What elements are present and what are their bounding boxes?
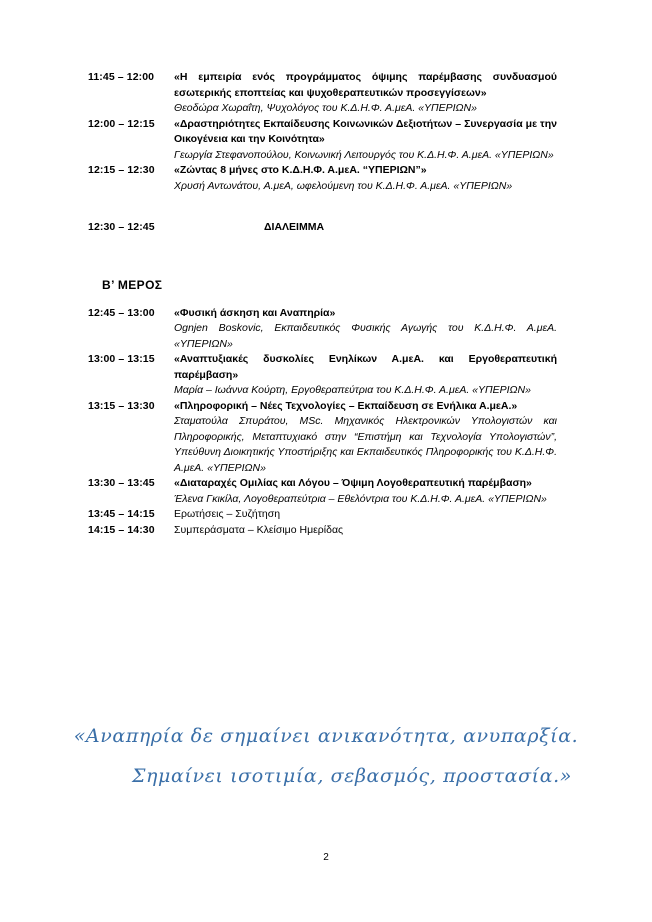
row-title: «Αναπτυξιακές δυσκολίες Ενηλίκων Α.μεΑ. και Εργοθεραπευτική παρέμβαση» bbox=[174, 353, 557, 381]
schedule-row bbox=[88, 163, 557, 194]
row-time: 11:45 – 12:00 bbox=[88, 71, 155, 83]
schedule-row bbox=[88, 523, 557, 539]
row-body bbox=[174, 352, 557, 399]
row-time: 13:00 – 13:15 bbox=[88, 353, 155, 365]
row-title: «Η εμπειρία ενός προγράμματος όψιμης παρέμβασης συνδυασμού εσωτερικής εποπτείας και ψυχοθεραπευτικών προσεγγίσεων» bbox=[174, 71, 557, 99]
part-a-schedule bbox=[88, 70, 557, 194]
row-body bbox=[174, 399, 557, 477]
spacer bbox=[88, 194, 557, 220]
schedule-row bbox=[88, 399, 557, 477]
row-time: 12:45 – 13:00 bbox=[88, 306, 155, 319]
row-time: 13:45 – 14:15 bbox=[88, 508, 155, 520]
row-body bbox=[174, 70, 557, 117]
row-body bbox=[174, 523, 557, 539]
break-row bbox=[88, 220, 557, 236]
row-body bbox=[174, 163, 557, 194]
schedule-row bbox=[88, 352, 557, 399]
row-speaker: Χρυσή Αντωνάτου, Α.μεΑ, ωφελούμενη του Κ.Δ.Η.Φ. Α.μεΑ. «ΥΠΕΡΙΩΝ» bbox=[174, 179, 513, 192]
row-speaker: Γεωργία Στεφανοπούλου, Κοινωνική Λειτουργός του Κ.Δ.Η.Φ. Α.μεΑ. «ΥΠΕΡΙΩΝ» bbox=[174, 148, 554, 161]
row-body bbox=[174, 306, 557, 353]
row-title: «Δραστηριότητες Εκπαίδευσης Κοινωνικών Δεξιοτήτων – Συνεργασία με την Οικογένεια και την Κοινότητα» bbox=[174, 117, 557, 145]
row-time: 12:15 – 12:30 bbox=[88, 164, 155, 176]
page-number: 2 bbox=[323, 852, 329, 863]
spacer bbox=[88, 236, 557, 278]
part-b-schedule bbox=[88, 306, 557, 539]
schedule-row bbox=[88, 476, 557, 507]
row-speaker: Έλενα Γκικίλα, Λογοθεραπεύτρια – Εθελόντρια του Κ.Δ.Η.Φ. Α.μεΑ. «ΥΠΕΡΙΩΝ» bbox=[174, 492, 547, 505]
schedule-row bbox=[88, 70, 557, 117]
row-speaker: Μαρία – Ιωάννα Κούρτη, Εργοθεραπεύτρια του Κ.Δ.Η.Φ. Α.μεΑ. «ΥΠΕΡΙΩΝ» bbox=[174, 384, 531, 396]
quote-line-1: «Αναπηρία δε σημαίνει ανικανότητα, ανυπαρξία. bbox=[73, 725, 579, 747]
row-body bbox=[174, 507, 557, 523]
row-title: «Πληροφορική – Νέες Τεχνολογίες – Εκπαίδευση σε Ενήλικα Α.μεΑ.» bbox=[174, 399, 518, 412]
row-body bbox=[174, 117, 557, 164]
row-time: 13:15 – 13:30 bbox=[88, 399, 155, 412]
row-time: 13:30 – 13:45 bbox=[88, 477, 155, 489]
section-heading: Β’ ΜΕΡΟΣ bbox=[102, 277, 163, 292]
schedule-row bbox=[88, 507, 557, 523]
row-title: Ερωτήσεις – Συζήτηση bbox=[174, 508, 281, 520]
row-body bbox=[174, 476, 557, 507]
row-time: 12:00 – 12:15 bbox=[88, 117, 155, 130]
row-speaker: Σταματούλα Σπυράτου, MSc. Μηχανικός Ηλεκτρονικών Υπολογιστών και Πληροφορικής, Μεταπτυχιακό στην “Επιστήμη και Τεχνολογία Υπολογιστών”, Υπεύθυνη Διοικητικής Υποστήριξης και Εκπαιδευτικός Πληροφορικής του Κ.Δ.Η.Φ. Α.μεΑ. «ΥΠΕΡΙΩΝ» bbox=[174, 415, 557, 474]
row-title: «Ζώντας 8 μήνες στο Κ.Δ.Η.Φ. Α.μεΑ. “ΥΠΕΡΙΩΝ”» bbox=[174, 164, 427, 176]
row-title: «Διαταραχές Ομιλίας και Λόγου – Όψιμη Λογοθεραπευτική παρέμβαση» bbox=[174, 477, 532, 489]
schedule-row bbox=[88, 117, 557, 164]
row-title: «Φυσική άσκηση και Αναπηρία» bbox=[174, 306, 336, 319]
row-title: Συμπεράσματα – Κλείσιμο Ημερίδας bbox=[174, 523, 344, 536]
row-time: 14:15 – 14:30 bbox=[88, 523, 155, 536]
schedule-row bbox=[88, 306, 557, 353]
row-speaker: Θεοδώρα Χωραΐτη, Ψυχολόγος του Κ.Δ.Η.Φ. Α.μεΑ. «ΥΠΕΡΙΩΝ» bbox=[174, 102, 477, 114]
break-label: ΔΙΑΛΕΙΜΜΑ bbox=[264, 221, 325, 233]
quote-line-2: Σημαίνει ισοτιμία, σεβασμός, προστασία.» bbox=[132, 765, 572, 787]
closing-quote bbox=[0, 716, 652, 796]
row-speaker: Ognjen Boskovic, Εκπαιδευτικός Φυσικής Αγωγής του Κ.Δ.Η.Φ. Α.μεΑ. «ΥΠΕΡΙΩΝ» bbox=[174, 322, 557, 350]
break-time: 12:30 – 12:45 bbox=[88, 221, 155, 233]
